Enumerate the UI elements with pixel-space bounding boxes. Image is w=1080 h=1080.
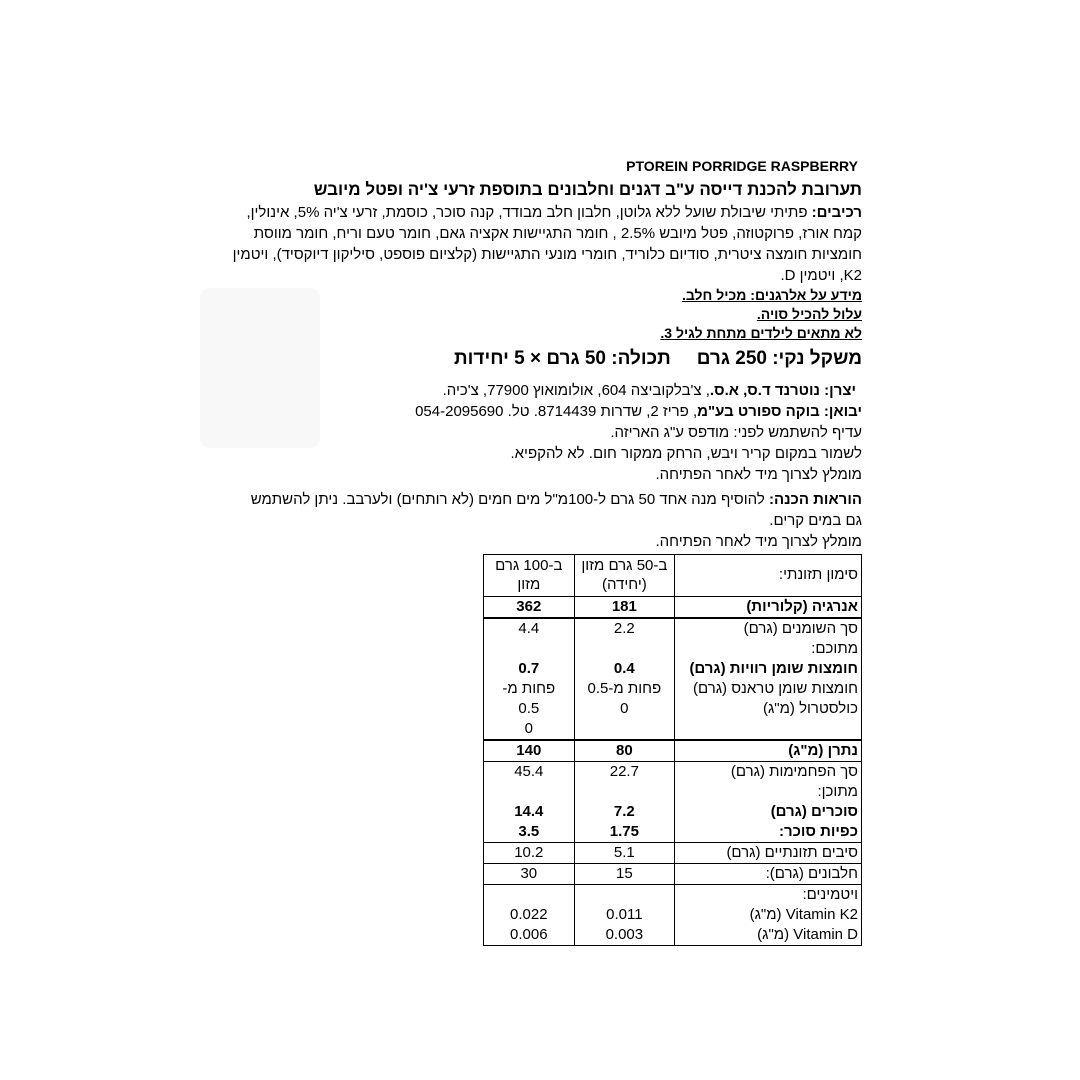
cholesterol-row bbox=[484, 699, 862, 719]
trans-fat-continuation-row bbox=[484, 719, 862, 740]
manufacturer-line bbox=[232, 380, 862, 401]
preparation-label: הוראות הכנה: bbox=[768, 491, 862, 508]
fiber-label: סיבים תזונתיים (גרם) bbox=[675, 843, 862, 864]
sugars-row bbox=[484, 802, 862, 822]
age-warning: לא מתאים לילדים מתחת לגיל 3. bbox=[660, 325, 862, 341]
carbs-label: סך הפחמימות (גרם) bbox=[675, 762, 862, 783]
vitamin-d-label: Vitamin D (מ"ג) bbox=[675, 925, 862, 946]
vitamin-k2-100: 0.022 bbox=[484, 905, 575, 925]
ingredients-paragraph bbox=[232, 202, 862, 286]
vitamin-d-100: 0.006 bbox=[484, 925, 575, 946]
header-per-50g: ב-50 גרם מזון (יחידה) bbox=[574, 555, 675, 597]
vitamins-label: ויטמינים: bbox=[675, 885, 862, 906]
vitamin-k2-50: 0.011 bbox=[574, 905, 675, 925]
sodium-row bbox=[484, 740, 862, 762]
vitamin-d-50: 0.003 bbox=[574, 925, 675, 946]
trans-fat-label: חומצות שומן טראנס (גרם) bbox=[675, 679, 862, 699]
importer-address: , פריז 2, שדרות 8714439. טל. 054-2095690 bbox=[415, 403, 698, 420]
fat-of-which-row bbox=[484, 639, 862, 659]
product-label bbox=[232, 155, 862, 946]
manufacturer-name: נוטרנד ד.ס, א.ס. bbox=[709, 382, 825, 399]
product-name-english: PTOREIN PORRIDGE RASPBERRY bbox=[626, 158, 858, 174]
header-per-100g: ב-100 גרם מזון bbox=[484, 555, 575, 597]
sodium-label: נתרן (מ"ג) bbox=[675, 740, 862, 762]
cholesterol-100: 0.5 bbox=[484, 699, 575, 719]
teaspoons-label: כפיות סוכר: bbox=[675, 822, 862, 843]
energy-100: 362 bbox=[484, 597, 575, 619]
saturated-fat-100: 0.7 bbox=[484, 659, 575, 679]
sugars-100: 14.4 bbox=[484, 802, 575, 822]
carbs-of-which-label: מתוכן: bbox=[675, 782, 862, 802]
preparation-after-opening: מומלץ לצרוך מיד לאחר הפתיחה. bbox=[655, 533, 862, 550]
vitamin-d-row bbox=[484, 925, 862, 946]
vitamin-k2-label: Vitamin K2 (מ"ג) bbox=[675, 905, 862, 925]
teaspoons-row bbox=[484, 822, 862, 843]
fiber-50: 5.1 bbox=[574, 843, 675, 864]
importer-line bbox=[232, 401, 862, 422]
fiber-100: 10.2 bbox=[484, 843, 575, 864]
sodium-100: 140 bbox=[484, 740, 575, 762]
preparation-text: להוסיף מנה אחד 50 גרם ל-100מ"ל מים חמים (לא רותחים) ולערבב. ניתן להשתמש גם במים קרים. bbox=[250, 491, 862, 529]
sugars-label: סוכרים (גרם) bbox=[675, 802, 862, 822]
carbs-of-which-row bbox=[484, 782, 862, 802]
trans-fat-100: פחות מ- bbox=[484, 679, 575, 699]
total-fat-100: 4.4 bbox=[484, 618, 575, 639]
carbs-row bbox=[484, 762, 862, 783]
energy-50: 181 bbox=[574, 597, 675, 619]
vitamins-label-row bbox=[484, 885, 862, 906]
energy-label: אנרגיה (קלוריות) bbox=[675, 597, 862, 619]
total-fat-row bbox=[484, 618, 862, 639]
energy-row bbox=[484, 597, 862, 619]
teaspoons-50: 1.75 bbox=[574, 822, 675, 843]
protein-row bbox=[484, 864, 862, 885]
carbs-100: 45.4 bbox=[484, 762, 575, 783]
total-fat-label: סך השומנים (גרם) bbox=[675, 618, 862, 639]
nutrition-header-row bbox=[484, 555, 862, 597]
saturated-fat-50: 0.4 bbox=[574, 659, 675, 679]
nutrition-table bbox=[483, 554, 862, 946]
after-opening-note: מומלץ לצרוך מיד לאחר הפתיחה. bbox=[655, 466, 862, 483]
total-fat-50: 2.2 bbox=[574, 618, 675, 639]
trans-fat-100-cont: 0 bbox=[484, 719, 575, 740]
protein-100: 30 bbox=[484, 864, 575, 885]
cholesterol-label: כולסטרול (מ"ג) bbox=[675, 699, 862, 719]
manufacturer-label: יצרן: bbox=[824, 382, 856, 399]
importer-name: בוקה ספורט בע"מ bbox=[697, 403, 824, 420]
net-weight: משקל נקי: 250 גרם bbox=[696, 348, 862, 369]
sodium-50: 80 bbox=[574, 740, 675, 762]
trans-fat-row bbox=[484, 679, 862, 699]
trans-fat-50: פחות מ-0.5 bbox=[574, 679, 675, 699]
importer-label: יבואן: bbox=[823, 403, 862, 420]
saturated-fat-row bbox=[484, 659, 862, 679]
net-weight-line bbox=[232, 343, 862, 374]
fiber-row bbox=[484, 843, 862, 864]
preparation-paragraph bbox=[232, 489, 862, 531]
teaspoons-100: 3.5 bbox=[484, 822, 575, 843]
package-content: תכולה: 50 גרם × 5 יחידות bbox=[454, 348, 671, 369]
saturated-fat-label: חומצות שומן רוויות (גרם) bbox=[675, 659, 862, 679]
allergen-info: מידע על אלרגנים: מכיל חלב. bbox=[681, 287, 862, 303]
ingredients-label: רכיבים: bbox=[811, 204, 862, 221]
product-title-hebrew: תערובת להכנת דייסה ע"ב דגנים וחלבונים בתוספת זרעי צ'יה ופטל מיובש bbox=[313, 180, 862, 199]
manufacturer-address: , צ'בלקוביצה 604, אולומואוץ 77900, צ'כיה. bbox=[442, 382, 710, 399]
nutrition-header-label: סימון תזונתי: bbox=[675, 555, 862, 597]
carbs-50: 22.7 bbox=[574, 762, 675, 783]
sugars-50: 7.2 bbox=[574, 802, 675, 822]
vitamin-k2-row bbox=[484, 905, 862, 925]
may-contain-soy: עלול להכיל סויה. bbox=[756, 306, 862, 322]
protein-label: חלבונים (גרם): bbox=[675, 864, 862, 885]
storage-instructions: לשמור במקום קריר ויבש, הרחק ממקור חום. לא להקפיא. bbox=[510, 445, 862, 462]
cholesterol-50: 0 bbox=[574, 699, 675, 719]
fat-of-which-label: מתוכם: bbox=[675, 639, 862, 659]
ingredients-text: פתיתי שיבולת שועל ללא גלוטן, חלבון חלב מבודד, קנה סוכר, כוסמת, זרעי צ'יה 5%, אינולין, קמח אורז, פרוקטוזה, פטל מיובש 2.5% , חומר התגיישות אקציה גאם, חומר טעם וריח, חומר מווסת חומציות חומצה ציטרית, סודיום כלוריד, חומרי מונעי התגיישות (קלציום פוספט, סיליקון דיוקסיד), ויטמין K2, ויטמין D. bbox=[232, 204, 862, 284]
protein-50: 15 bbox=[574, 864, 675, 885]
best-before: עדיף להשתמש לפני: מודפס ע"ג האריזה. bbox=[610, 424, 862, 441]
